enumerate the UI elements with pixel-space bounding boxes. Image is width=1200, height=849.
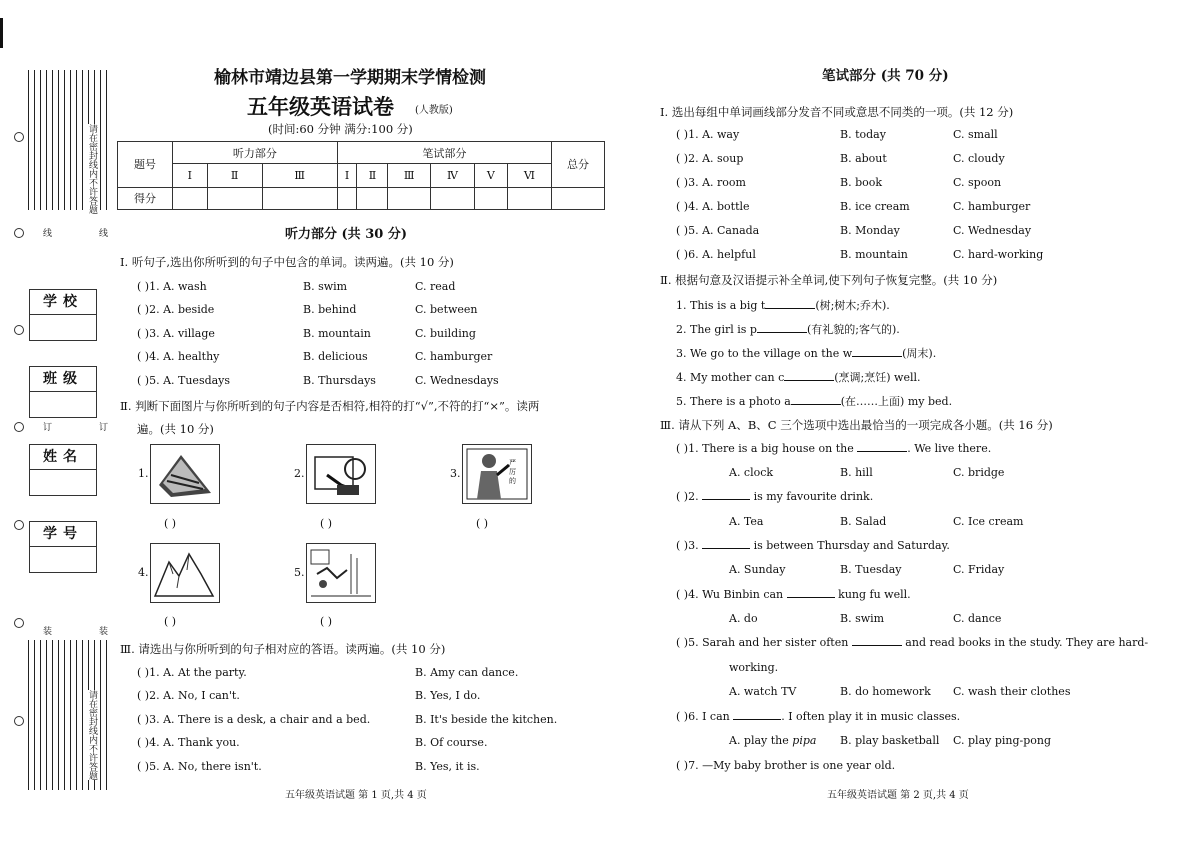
pic-number: 4.: [138, 566, 149, 579]
edition-note: (人教版): [415, 105, 453, 116]
listening-heading: 听力部分 (共 30 分): [285, 227, 407, 242]
binding-hole: [14, 716, 24, 726]
question-item[interactable]: ( )7. —My baby brother is one year old.: [676, 759, 896, 772]
pic-number: 3.: [450, 467, 461, 480]
seal-char: 线: [41, 228, 51, 237]
fill-blank-item[interactable]: 1. This is a big t (树;树木;乔木).: [676, 299, 890, 312]
exam-subtitle: 五年级英语试卷: [247, 94, 394, 119]
question-item[interactable]: ( )4. A. bottle: [676, 200, 750, 213]
question-item[interactable]: ( )6. I can . I often play it in music classes.: [676, 710, 961, 723]
mountain-picture: [150, 543, 220, 603]
binding-hole: [14, 520, 24, 530]
fill-blank-item[interactable]: 3. We go to the village on the w (周末).: [676, 347, 937, 360]
section-1-title: Ⅰ. 听句子,选出你所听到的句子中包含的单词。读两遍。(共 10 分): [120, 255, 454, 269]
seal-warning: 请在密封线内不许答题: [87, 124, 97, 214]
score-cell[interactable]: [337, 187, 357, 209]
school-label: 学校: [30, 290, 96, 315]
score-cell[interactable]: [552, 187, 605, 209]
listen-header: 听力部分: [173, 142, 338, 164]
score-cell[interactable]: [474, 187, 507, 209]
question-item[interactable]: ( )6. A. helpful: [676, 248, 756, 261]
r-section-3-title: Ⅲ. 请从下列 A、B、C 三个选项中选出最恰当的一项完成各小题。(共 16 分): [660, 418, 1053, 432]
score-cell[interactable]: [388, 187, 431, 209]
answer-paren[interactable]: ( ): [164, 615, 177, 628]
pic-number: 1.: [138, 467, 149, 480]
question-item[interactable]: ( )5. A. Canada: [676, 224, 760, 237]
exam-title: 榆林市靖边县第一学期期末学情检测: [214, 68, 486, 88]
score-cell[interactable]: [507, 187, 551, 209]
question-item[interactable]: ( )4. A. Thank you.: [137, 736, 240, 749]
seal-char: 订: [97, 422, 107, 431]
answer-paren[interactable]: ( ): [320, 517, 333, 530]
student-id-label: 学号: [30, 522, 96, 547]
seal-char: 装: [97, 626, 107, 635]
question-item[interactable]: ( )4. Wu Binbin can kung fu well.: [676, 588, 911, 601]
fill-blank-item[interactable]: 4. My mother can c (烹调;烹饪) well.: [676, 371, 921, 384]
question-item[interactable]: ( )5. A. Tuesdays: [137, 374, 231, 387]
question-item[interactable]: ( )3. A. There is a desk, a chair and a bed.: [137, 713, 371, 726]
total-cell: 总分: [552, 142, 605, 188]
section-2-title-cont: 遍。(共 10 分): [137, 422, 214, 436]
teacher-picture: [462, 444, 532, 504]
binding-hole: [14, 228, 24, 238]
pic-caption: 严 厉 的: [509, 459, 516, 485]
seal-warning: 请在密封线内不许答题: [87, 690, 97, 780]
binding-hole: [14, 132, 24, 142]
binding-hole: [14, 422, 24, 432]
question-item[interactable]: ( )1. A. wash: [137, 280, 207, 293]
score-cell[interactable]: [173, 187, 208, 209]
exam-time: (时间:60 分钟 满分:100 分): [268, 122, 413, 136]
edge-mark: [0, 18, 3, 48]
sandwich-picture: [150, 444, 220, 504]
fill-blank-item[interactable]: 2. The girl is p (有礼貌的;客气的).: [676, 323, 900, 336]
question-item[interactable]: ( )2. A. beside: [137, 303, 215, 316]
seal-char: 装: [41, 626, 51, 635]
question-item[interactable]: ( )3. A. village: [137, 327, 215, 340]
question-item[interactable]: ( )5. A. No, there isn't.: [137, 760, 262, 773]
answer-paren[interactable]: ( ): [320, 615, 333, 628]
question-item[interactable]: ( )3. is between Thursday and Saturday.: [676, 539, 950, 552]
seal-char: 线: [97, 228, 107, 237]
question-item[interactable]: ( )3. A. room: [676, 176, 746, 189]
section-3-title: Ⅲ. 请选出与你所听到的句子相对应的答语。读两遍。(共 10 分): [120, 642, 446, 656]
written-heading: 笔试部分 (共 70 分): [822, 68, 949, 84]
question-item[interactable]: ( )1. There is a big house on the . We live there.: [676, 442, 992, 455]
score-cell[interactable]: [430, 187, 474, 209]
written-header: 笔试部分: [337, 142, 551, 164]
tihao-cell: 题号: [118, 142, 173, 188]
pic-number: 5.: [294, 566, 305, 579]
name-field[interactable]: [29, 444, 97, 496]
score-table: 题号 听力部分 笔试部分 总分 Ⅰ Ⅱ Ⅲ Ⅰ Ⅱ Ⅲ Ⅳ Ⅴ Ⅵ 得分: [117, 141, 605, 210]
answer-paren[interactable]: ( ): [164, 517, 177, 530]
question-item[interactable]: ( )2. A. No, I can't.: [137, 689, 240, 702]
name-label: 姓名: [30, 445, 96, 470]
score-cell[interactable]: [207, 187, 262, 209]
fill-blank-item[interactable]: 5. There is a photo a (在……上面) my bed.: [676, 395, 953, 408]
defen-cell: 得分: [118, 187, 173, 209]
page-footer: 五年级英语试题 第 1 页,共 4 页: [285, 790, 427, 801]
binding-hole: [14, 618, 24, 628]
question-item[interactable]: ( )1. A. At the party.: [137, 666, 247, 679]
answer-paren[interactable]: ( ): [476, 517, 489, 530]
school-field[interactable]: [29, 289, 97, 341]
r-section-2-title: Ⅱ. 根据句意及汉语提示补全单词,使下列句子恢复完整。(共 10 分): [660, 273, 998, 287]
question-item[interactable]: ( )2. is my favourite drink.: [676, 490, 874, 503]
pic-number: 2.: [294, 467, 305, 480]
class-field[interactable]: [29, 366, 97, 418]
score-cell[interactable]: [262, 187, 337, 209]
r-section-1-title: Ⅰ. 选出每组中单词画线部分发音不同或意思不同类的一项。(共 12 分): [660, 105, 1014, 119]
seal-char: 订: [41, 422, 51, 431]
class-label: 班级: [30, 367, 96, 392]
binding-hole: [14, 325, 24, 335]
question-item[interactable]: ( )5. Sarah and her sister often and read books in the study. They are hard-: [676, 636, 1149, 649]
question-item[interactable]: ( )4. A. healthy: [137, 350, 220, 363]
score-cell[interactable]: [357, 187, 388, 209]
section-2-title: Ⅱ. 判断下面图片与你所听到的句子内容是否相符,相符的打“√”,不符的打“×”。读两: [120, 399, 540, 413]
student-id-field[interactable]: [29, 521, 97, 573]
question-item[interactable]: ( )2. A. soup: [676, 152, 744, 165]
page-footer: 五年级英语试题 第 2 页,共 4 页: [827, 790, 969, 801]
village-picture: [306, 543, 376, 603]
question-item[interactable]: ( )1. A. way: [676, 128, 740, 141]
eating-picture: [306, 444, 376, 504]
